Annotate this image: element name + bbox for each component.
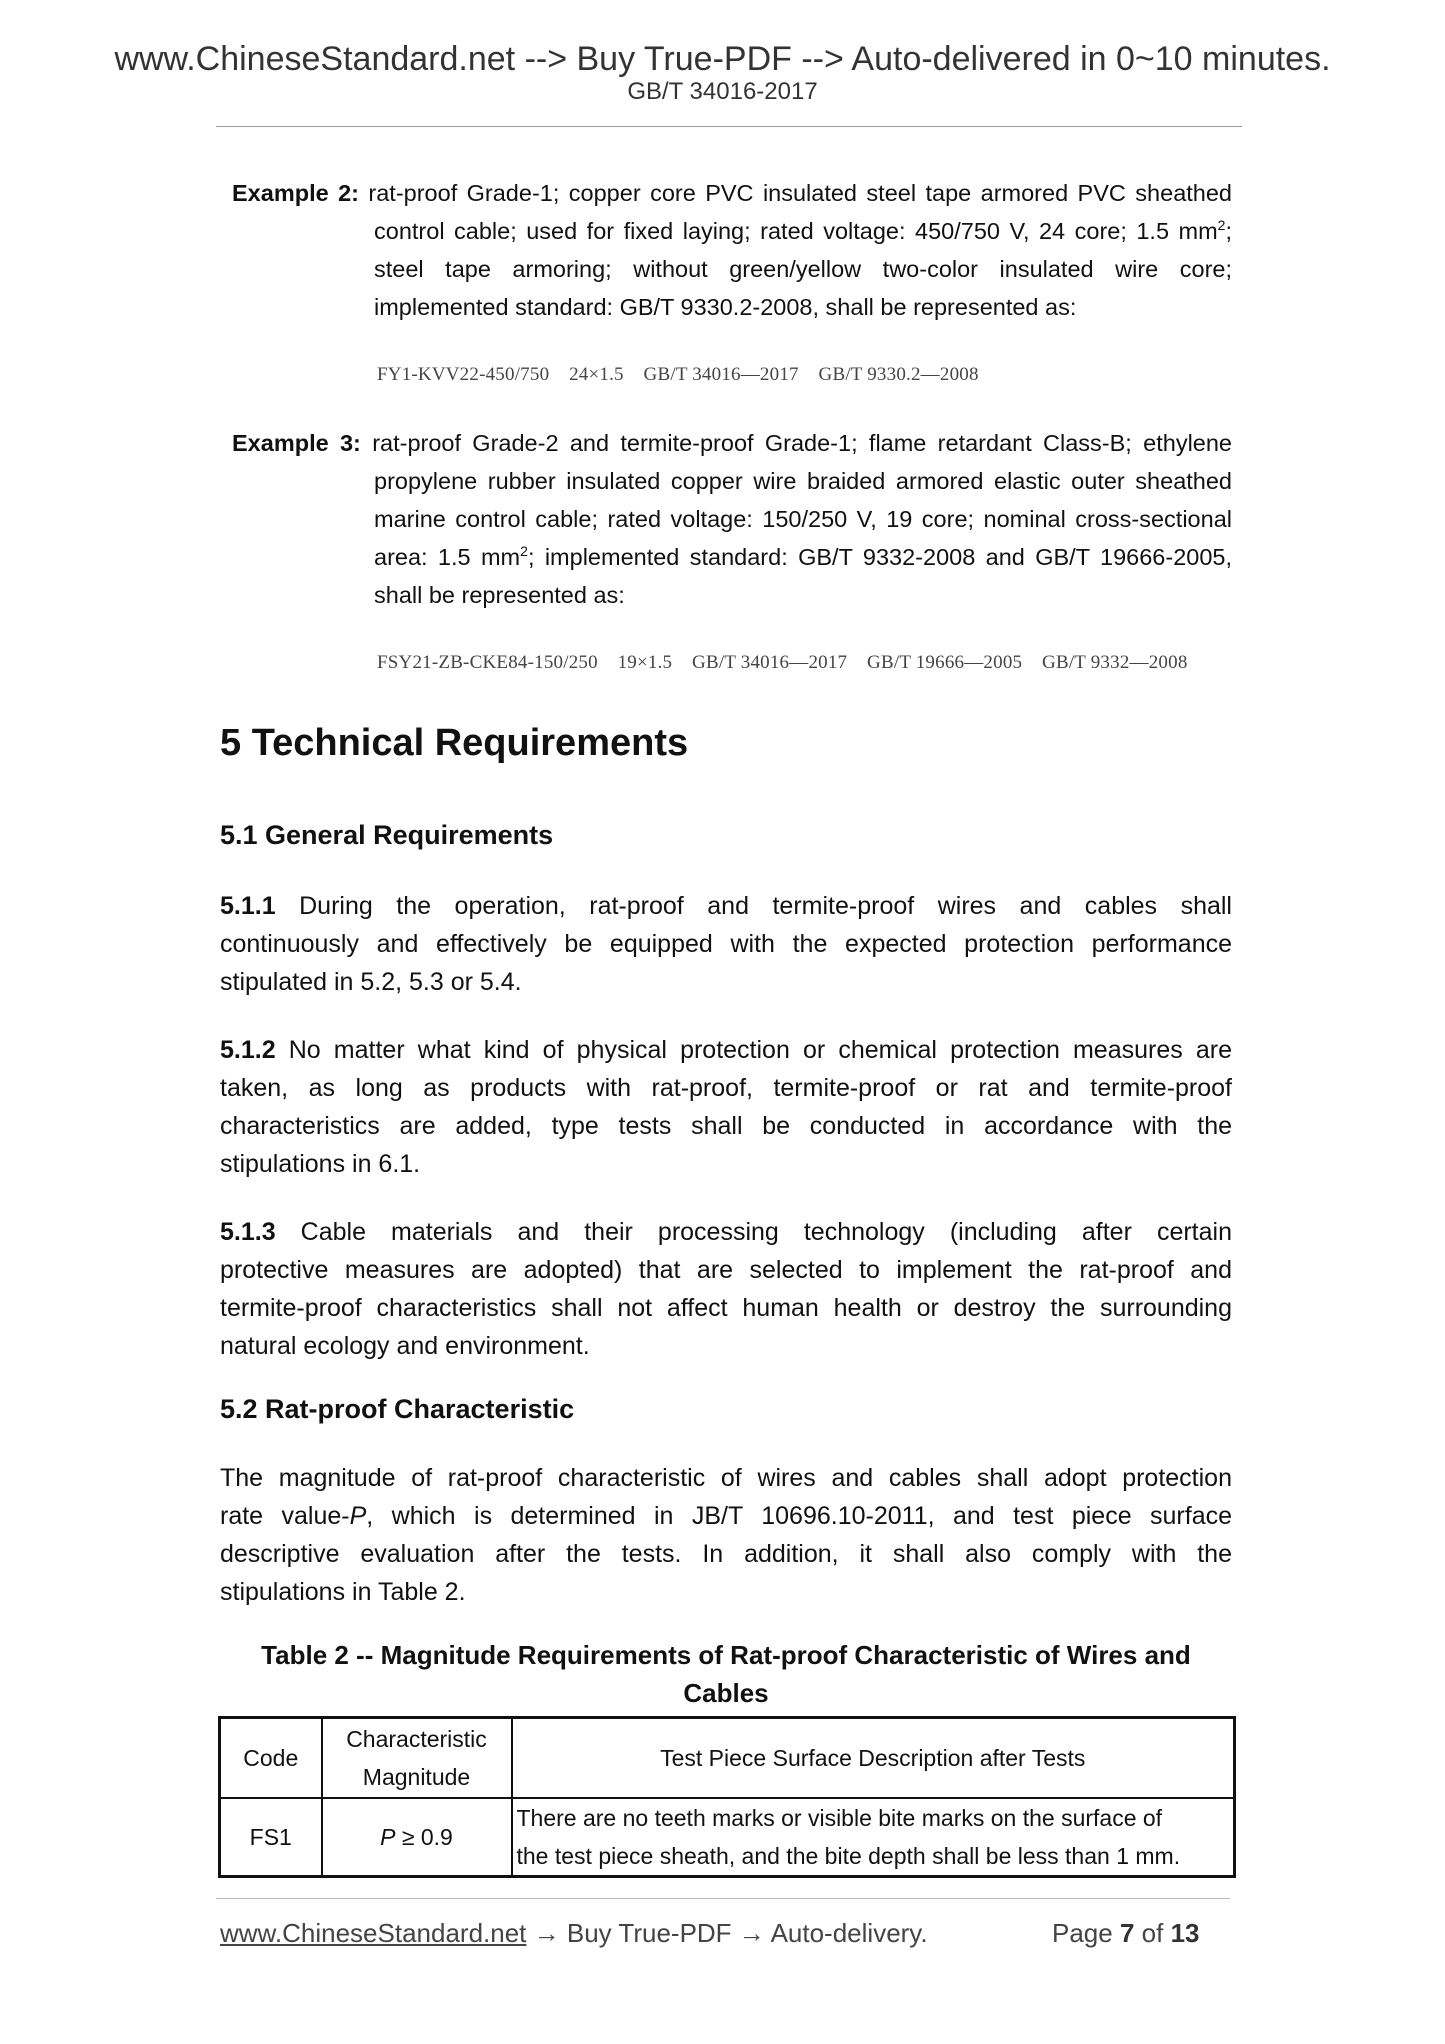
cell-code: FS1 xyxy=(220,1798,322,1877)
header-magnitude: Characteristic Magnitude xyxy=(322,1718,512,1799)
section-5-title: 5 Technical Requirements xyxy=(220,722,689,764)
footer-site-link[interactable]: www.ChineseStandard.net xyxy=(220,1918,527,1948)
paragraph-5-2: The magnitude of rat-proof characteristic of wires and cables shall adopt protection rate value-P, which is determined in JB/T 10696.10-2011, and test piece surface descriptive evaluation after the tests. In addition, it shall also comply with the stipulations in Table 2. xyxy=(220,1464,1233,1606)
example-3-line-3: marine control cable; rated voltage: 150/250 V, 19 core; nominal cross-sectional xyxy=(374,506,1232,532)
example-2-label: Example 2: xyxy=(232,180,359,206)
example-2-line-1: Example 2: rat-proof Grade-1; copper core PVC insulated steel tape armored PVC sheathed xyxy=(232,180,1232,206)
footer-divider xyxy=(216,1898,1230,1899)
example-2-line-4: implemented standard: GB/T 9330.2-2008, shall be represented as: xyxy=(374,294,1077,320)
table-row xyxy=(220,1798,1235,1877)
section-5-2-title: 5.2 Rat-proof Characteristic xyxy=(220,1394,575,1424)
cell-magnitude: P ≥ 0.9 xyxy=(322,1798,512,1877)
example-2-line-3: steel tape armoring; without green/yellow two-color insulated wire core; xyxy=(374,256,1232,282)
table-header-row xyxy=(220,1718,1235,1799)
header-code: Code xyxy=(220,1718,322,1799)
paragraph-5-1-2: 5.1.2 No matter what kind of physical protection or chemical protection measures are taken, as long as products with rat-proof, termite-proof or rat and termite-proof characteristics are added, type tests shall be conducted in accordance with the stipulations in 6.1. xyxy=(220,1036,1232,1178)
footer-page-number: Page 7 of 13 xyxy=(1052,1918,1200,1948)
example-2-line-2: control cable; used for fixed laying; rated voltage: 450/750 V, 24 core; 1.5 $mm^2$; xyxy=(374,217,1232,244)
example-3-line-4: area: 1.5 $mm^2$; implemented standard: GB/T 9332-2008 and GB/T 19666-2005, xyxy=(374,543,1232,570)
section-5-1-title: 5.1 General Requirements xyxy=(220,820,554,850)
example-3-designation: FSY21-ZB-CKE84-150/250 19×1.5 GB/T 34016—2017 GB/T 19666—2005 GB/T 9332—2008 xyxy=(377,652,1188,673)
example-2-designation: FY1-KVV22-450/750 24×1.5 GB/T 34016—2017 GB/T 9330.2—2008 xyxy=(377,364,979,385)
example-3-label: Example 3: xyxy=(232,430,361,456)
header-doc-id: GB/T 34016-2017 xyxy=(627,78,818,105)
example-2 xyxy=(232,174,1232,326)
header-description: Test Piece Surface Description after Tests xyxy=(512,1718,1235,1799)
header-divider xyxy=(216,126,1242,127)
paragraph-5-1-3: 5.1.3 Cable materials and their processing technology (including after certain protective measures are adopted) that are selected to implement the rat-proof and termite-proof characteristics shall not affect human health or destroy the surrounding natural ecology and environment. xyxy=(220,1218,1232,1360)
cell-description: There are no teeth marks or visible bite marks on the surface of the test piece sheath, and the bite depth shall be less than 1 mm. xyxy=(512,1798,1235,1877)
example-3-line-1: Example 3: rat-proof Grade-2 and termite-proof Grade-1; flame retardant Class-B; ethylene xyxy=(232,430,1232,456)
footer-link[interactable]: www.ChineseStandard.net → Buy True-PDF → Auto-delivery. xyxy=(220,1918,928,1948)
table-2 xyxy=(218,1716,1236,1878)
header-banner[interactable]: www.ChineseStandard.net --> Buy True-PDF --> Auto-delivered in 0~10 minutes. xyxy=(114,40,1331,78)
table-2-caption: Table 2 -- Magnitude Requirements of Rat-proof Characteristic of Wires and Cables xyxy=(261,1640,1191,1708)
example-3 xyxy=(232,424,1232,614)
paragraph-5-1-1: 5.1.1 During the operation, rat-proof and termite-proof wires and cables shall continuously and effectively be equipped with the expected protection performance stipulated in 5.2, 5.3 or 5.4. xyxy=(220,892,1232,996)
example-3-line-5: shall be represented as: xyxy=(374,582,625,608)
example-3-line-2: propylene rubber insulated copper wire braided armored elastic outer sheathed xyxy=(374,468,1232,494)
